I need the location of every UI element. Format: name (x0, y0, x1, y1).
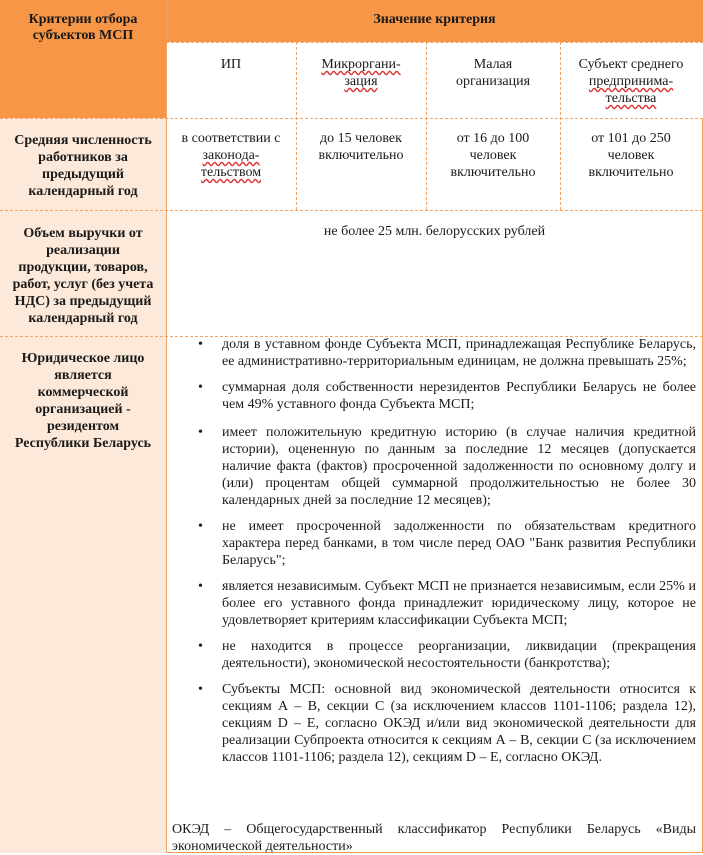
criterion-legal-entity: Юридическое лицо является коммерческой организацией - резидентом Республики Беларусь (0, 336, 166, 853)
divider (0, 118, 703, 119)
bullet-icon: • (198, 519, 203, 534)
list-item: • является независимым. Субъект МСП не признается независимым, если 25% и более его уставного фонда принадлежит юридическому лицу, которое не удовлетворяет критериям классификации Субъекта МСП; (198, 579, 696, 628)
divider (166, 0, 167, 853)
divider (0, 210, 703, 211)
column-header-medium: Субъект среднего предпринима- тельства (578, 57, 684, 106)
criteria-column-title: Критерии отбора субъектов МСП (28, 12, 138, 43)
divider (166, 42, 703, 43)
list-item: • не находится в процессе реорганизации, ликвидации (прекращения деятельности), экономической несостоятельности (банкротства); (198, 639, 696, 671)
list-item: • доля в уставном фонде Субъекта МСП, принадлежащая Республике Беларусь, ее административно-территориальным единицам, не должна превышать 25%; (198, 337, 696, 369)
value-employees-ip: в соответствии с законода- тельством (181, 131, 281, 180)
divider (296, 42, 297, 210)
bullet-icon: • (198, 380, 203, 395)
list-item: • суммарная доля собственности нерезидентов Республики Беларусь не более чем 49% уставного фонда Субъекта МСП; (198, 380, 696, 412)
bullet-icon: • (198, 579, 203, 594)
list-item: • Субъекты МСП: основной вид экономической деятельности относится к секциям А – В, секции С (за исключением классов 1101-1106; раздела 12), секциям D – E, согласно ОКЭД и/или вид экономической деятельности для реализации Субпроекта относится к секциям А – В, секции С (за исключением классов 1101-1106; раздела 12), секциям D – E, согласно ОКЭД. (198, 682, 696, 765)
bullet-icon: • (198, 337, 203, 352)
divider (0, 336, 703, 337)
legal-entity-requirements-list (166, 336, 696, 766)
list-item: • не имеет просроченной задолженности по обязательствам кредитного характера перед банками, в том числе перед ОАО "Банк развития Республики Беларусь"; (198, 519, 696, 568)
value-employees-micro: до 15 человек включительно (318, 131, 404, 163)
value-employees-small: от 16 до 100 человек включительно (450, 131, 536, 180)
column-header-small: Малая организация (455, 57, 531, 89)
value-column-title: Значение критерия (373, 12, 496, 27)
column-header-ip: ИП (220, 57, 242, 72)
bullet-icon: • (198, 425, 203, 440)
divider (560, 42, 561, 210)
bullet-icon: • (198, 639, 203, 654)
criterion-revenue: Объем выручки от реализации продукции, товаров, работ, услуг (без учета НДС) за предыдущий календарный год (0, 210, 166, 336)
value-revenue: не более 25 млн. белорусских рублей (323, 224, 546, 239)
value-employees-medium: от 101 до 250 человек включительно (588, 131, 674, 180)
criterion-employees: Средняя численность работников за предыдущий календарный год (0, 118, 166, 210)
list-item: • имеет положительную кредитную историю (в случае наличия кредитной истории), оцененную по данным за последние 12 месяцев (допускается наличие факта (фактов) просроченной задолженности по основному долгу и (или) процентам общей суммарной продолжительностью не более 30 календарных дней за последние 12 месяцев); (198, 425, 696, 508)
bullet-icon: • (198, 682, 203, 697)
divider (426, 42, 427, 210)
column-header-micro: Микроргани- зация (321, 57, 401, 89)
okved-footnote: ОКЭД – Общегосударственный классификатор Республики Беларусь «Виды экономической деятельности» (172, 822, 696, 854)
